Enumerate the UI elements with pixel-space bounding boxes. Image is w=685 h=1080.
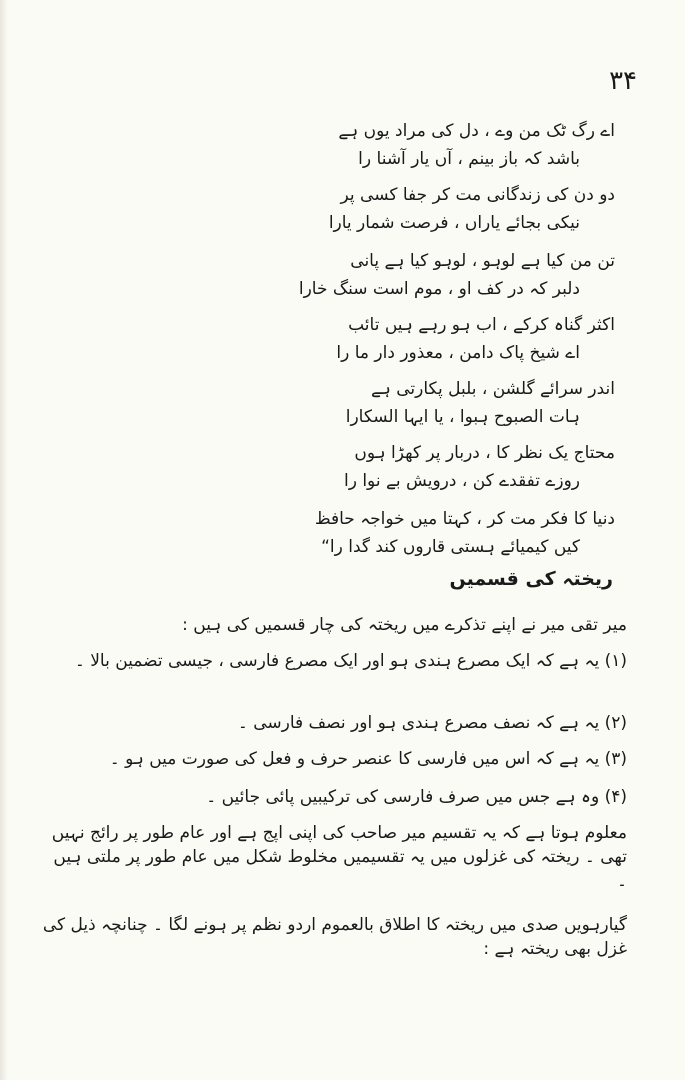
verse-line: نیکی بجائے یاراں ، فرصت شمار یارا: [328, 213, 580, 233]
verse-line: ہات الصبوح ہبوا ، یا ایہا السکارا: [345, 407, 580, 427]
prose-paragraph: میر تقی میر نے اپنے تذکرے میں ریختہ کی چار قسمیں کی ہیں :: [182, 615, 627, 635]
list-item: (۴) وہ ہے جس میں صرف فارسی کی ترکیبیں پائی جائیں ۔: [206, 787, 627, 807]
verse-line: دو دن کی زندگانی مت کر جفا کسی پر: [340, 185, 615, 205]
verse-line: اکثر گناہ کرکے ، اب ہو رہے ہیں تائب: [348, 315, 615, 335]
verse-line: روزے تفقدے کن ، درویش بے نوا را: [343, 471, 580, 491]
verse-line: محتاج یک نظر کا ، دربار پر کھڑا ہوں: [354, 443, 615, 463]
page-number: ۳۴: [609, 66, 637, 96]
prose-paragraph: گیارہویں صدی میں ریختہ کا اطلاق بالعموم اردو نظم پر ہونے لگا ۔ چنانچہ ذیل کی غزل بھی ریختہ ہے :: [42, 915, 627, 959]
section-heading: ریختہ کی قسمیں: [449, 568, 613, 590]
page-gutter-shadow: [0, 0, 8, 1080]
prose-paragraph: معلوم ہوتا ہے کہ یہ تقسیم میر صاحب کی اپنی اپج ہے اور عام طور پر رائج نہیں تھی ۔ ریختہ کی غزلوں میں یہ تقسیمیں مخلوط شکل میں عام طور پر ملتی ہیں ۔: [51, 823, 627, 891]
verse-line: باشد کہ باز بینم ، آں یار آشنا را: [358, 149, 580, 169]
list-item: (۱) یہ ہے کہ ایک مصرع ہندی ہو اور ایک مصرع فارسی ، جیسی تضمین بالا ۔: [74, 651, 627, 671]
verse-line: دنیا کا فکر مت کر ، کہتا میں خواجہ حافظ: [314, 509, 615, 529]
verse-line: تن من کیا ہے لوہو ، لوہو کیا ہے پانی: [350, 251, 615, 271]
verse-line: کیں کیمیائے ہستی قاروں کند گدا را“: [321, 537, 580, 557]
verse-line: دلبر کہ در کف او ، موم است سنگ خارا: [298, 279, 580, 299]
list-item: (۲) یہ ہے کہ نصف مصرع ہندی ہو اور نصف فارسی ۔: [237, 713, 627, 733]
verse-line: اے شیخ پاک دامن ، معذور دار ما را: [336, 343, 580, 363]
verse-line: اندر سرائے گلشن ، بلبل پکارتی ہے: [370, 379, 615, 399]
list-item: (۳) یہ ہے کہ اس میں فارسی کا عنصر حرف و فعل کی صورت میں ہو ۔: [109, 749, 627, 769]
verse-line: اے رگ ٹک من وے ، دل کی مراد یوں ہے: [338, 121, 615, 141]
